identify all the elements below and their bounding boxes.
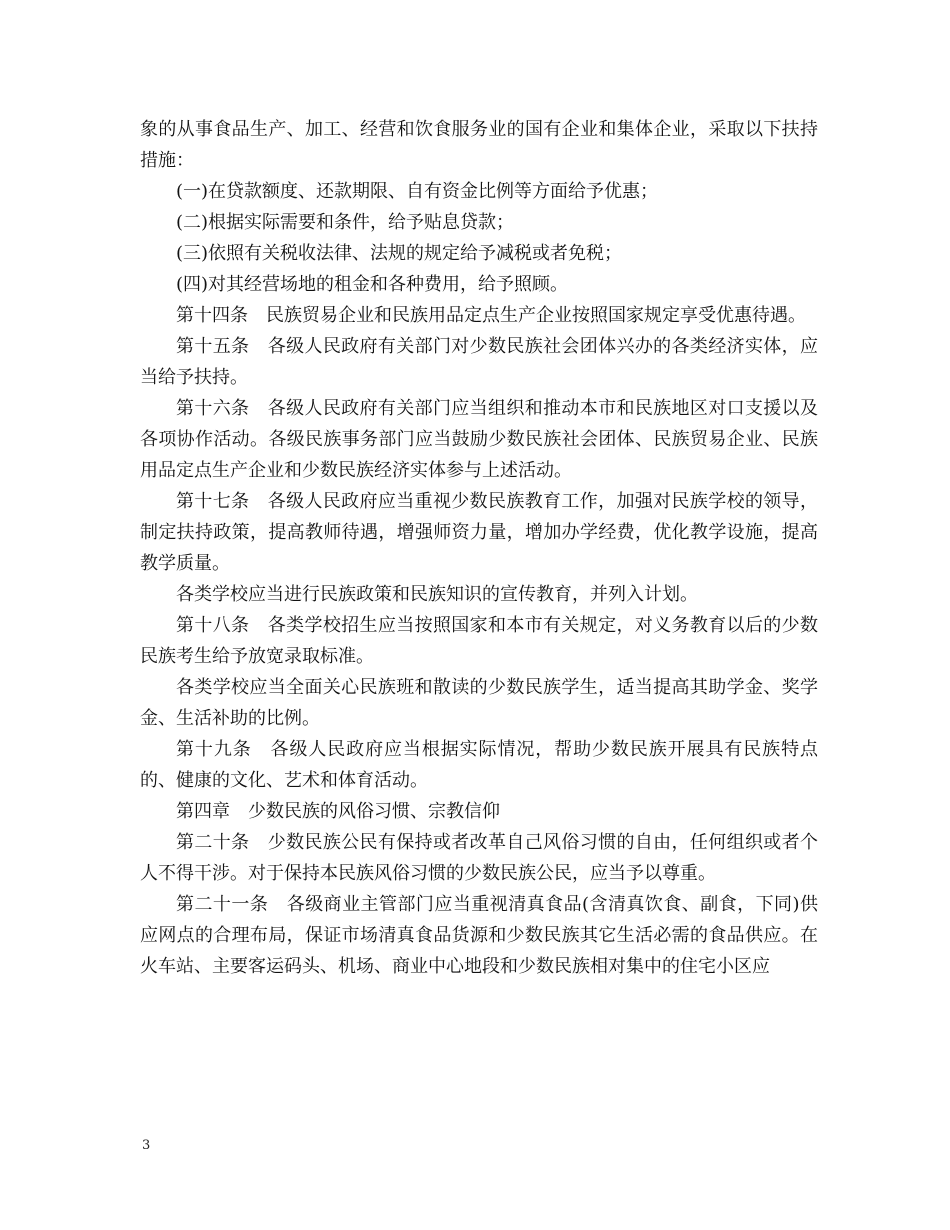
article-17: 第十七条 各级人民政府应当重视少数民族教育工作，加强对民族学校的领导，制定扶持政策，提高教师待遇，增强师资力量，增加办学经费，优化教学设施，提高教学质量。: [140, 491, 818, 574]
paragraph: 各类学校应当进行民族政策和民族知识的宣传教育，并列入计划。: [176, 584, 698, 605]
article-21: 第二十一条 各级商业主管部门应当重视清真食品(含清真饮食、副食，下同)供应网点的合理布局，保证市场清真食品货源和少数民族其它生活必需的食品供应。在火车站、主要客运码头、机场、商业中心地段和少数民族相对集中的住宅小区应: [140, 894, 818, 977]
paragraph: (一)在贷款额度、还款期限、自有资金比例等方面给予优惠；: [176, 181, 659, 202]
paragraph: (四)对其经营场地的租金和各种费用，给予照顾。: [176, 274, 569, 295]
article-19: 第十九条 各级人民政府应当根据实际情况，帮助少数民族开展具有民族特点的、健康的文化、艺术和体育活动。: [140, 739, 818, 791]
article-16: 第十六条 各级人民政府有关部门应当组织和推动本市和民族地区对口支援以及各项协作活动。各级民族事务部门应当鼓励少数民族社会团体、民族贸易企业、民族用品定点生产企业和少数民族经济实体参与上述活动。: [140, 398, 818, 481]
chapter-heading: 第四章 少数民族的风俗习惯、宗教信仰: [176, 801, 500, 822]
paragraph: 各类学校应当全面关心民族班和散读的少数民族学生，适当提高其助学金、奖学金、生活补助的比例。: [140, 677, 818, 729]
article-20: 第二十条 少数民族公民有保持或者改革自己风俗习惯的自由，任何组织或者个人不得干涉。对于保持本民族风俗习惯的少数民族公民，应当予以尊重。: [140, 832, 818, 884]
article-15: 第十五条 各级人民政府有关部门对少数民族社会团体兴办的各类经济实体，应当给予扶持。: [140, 336, 818, 388]
paragraph: (二)根据实际需要和条件，给予贴息贷款；: [176, 212, 515, 233]
document-body: [140, 114, 818, 982]
article-18: 第十八条 各类学校招生应当按照国家和本市有关规定，对义务教育以后的少数民族考生给予放宽录取标准。: [140, 615, 818, 667]
paragraph: (三)依照有关税收法律、法规的规定给予减税或者免税；: [176, 243, 623, 264]
page-number: 3: [142, 1138, 151, 1153]
article-14: 第十四条 民族贸易企业和民族用品定点生产企业按照国家规定享受优惠待遇。: [176, 305, 806, 326]
paragraph: 象的从事食品生产、加工、经营和饮食服务业的国有企业和集体企业，采取以下扶持措施：: [140, 119, 818, 171]
